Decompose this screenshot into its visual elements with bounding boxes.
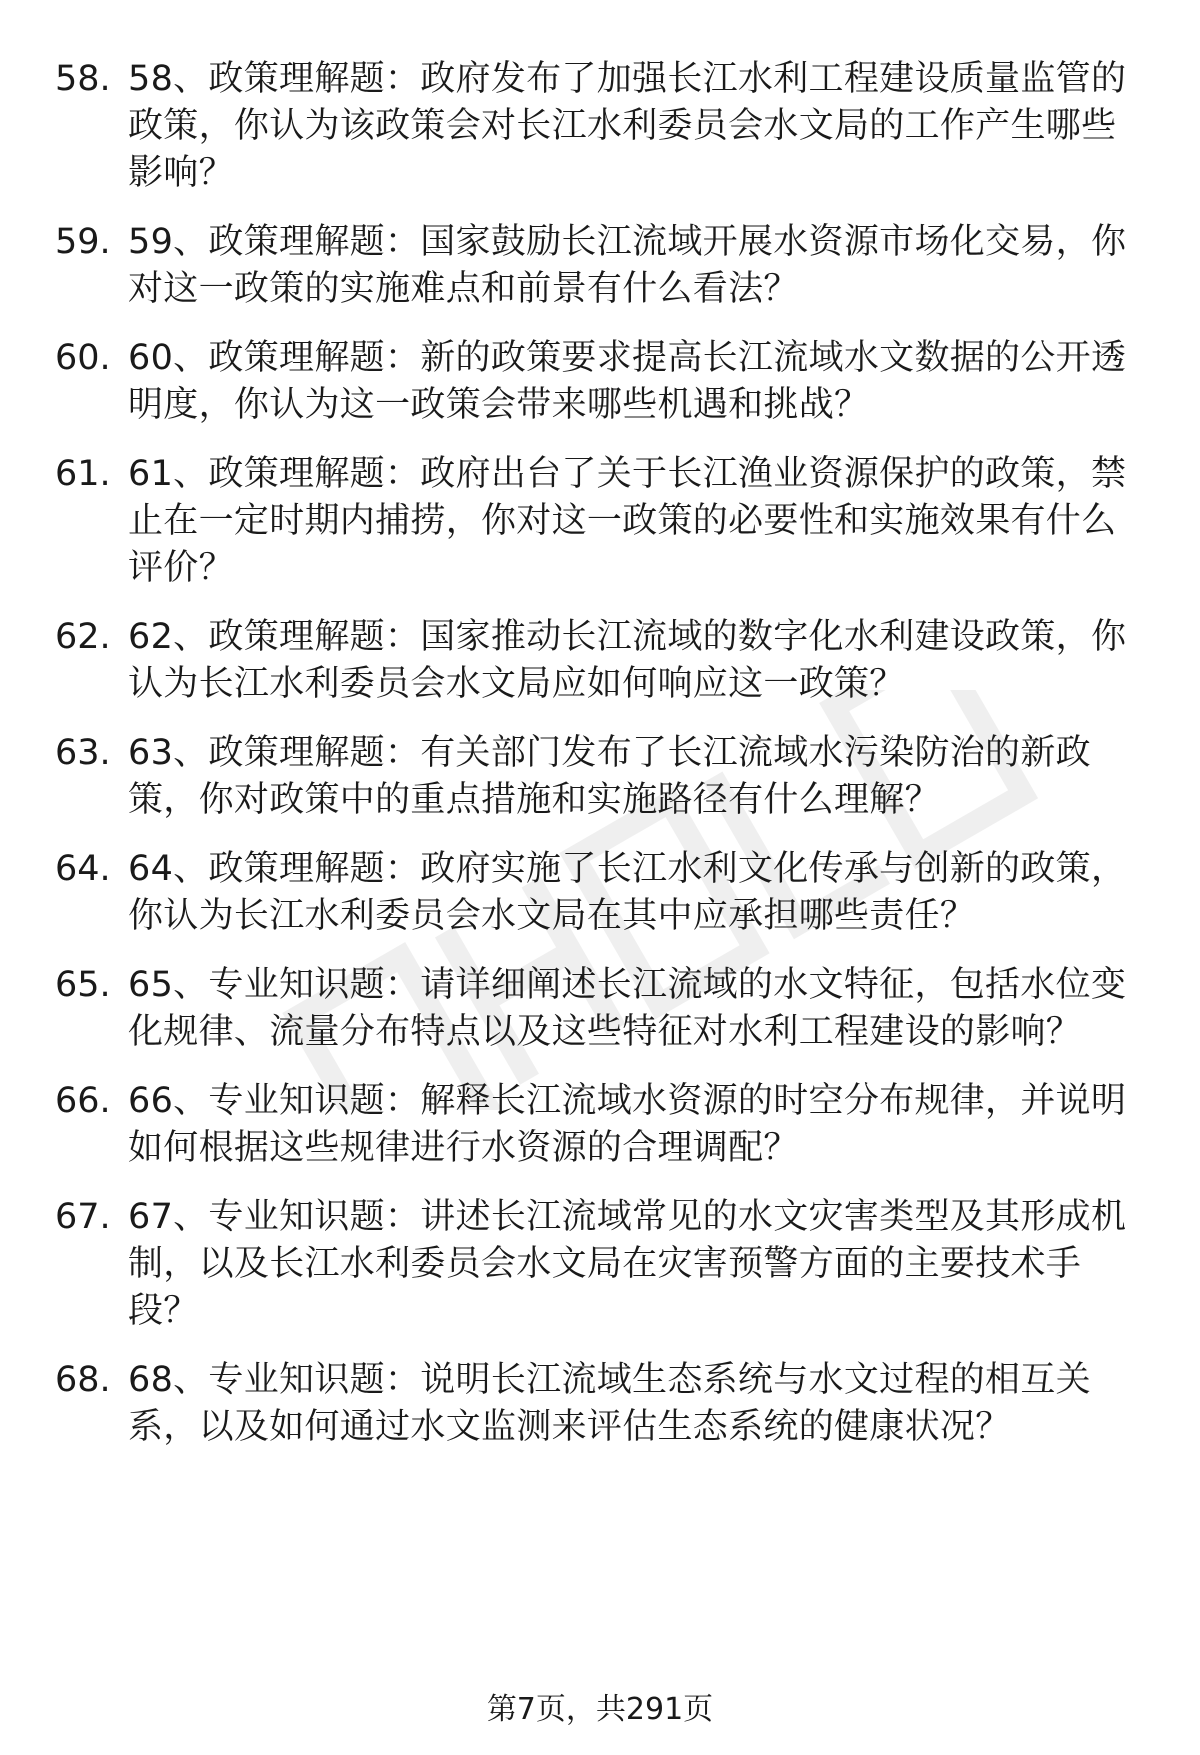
page-number-label: 第7页，共291页 (486, 1692, 714, 1727)
question-text: 59、政策理解题：国家鼓励长江流域开展水资源市场化交易，你对这一政策的实施难点和前景有什么看法？ (128, 222, 1127, 309)
question-item-64 (0, 846, 1200, 940)
question-text: 60、政策理解题：新的政策要求提高长江流域水文数据的公开透明度，你认为这一政策会带来哪些机遇和挑战？ (128, 338, 1127, 425)
question-item-67 (0, 1194, 1200, 1335)
question-text: 67、专业知识题：讲述长江流域常见的水文灾害类型及其形成机制，以及长江水利委员会水文局在灾害预警方面的主要技术手段？ (128, 1197, 1127, 1331)
question-item-66 (0, 1078, 1200, 1172)
question-list (0, 56, 1200, 1473)
question-number: 63. (55, 733, 111, 773)
question-number: 66. (55, 1081, 111, 1121)
question-item-59 (0, 219, 1200, 313)
page-footer (0, 1690, 1200, 1730)
question-number: 60. (55, 338, 111, 378)
question-item-68 (0, 1357, 1200, 1451)
question-item-61 (0, 451, 1200, 592)
question-item-65 (0, 962, 1200, 1056)
question-text: 65、专业知识题：请详细阐述长江流域的水文特征，包括水位变化规律、流量分布特点以及这些特征对水利工程建设的影响？ (128, 965, 1127, 1052)
question-number: 58. (55, 59, 111, 99)
question-number: 61. (55, 454, 111, 494)
question-number: 68. (55, 1360, 111, 1400)
question-text: 64、政策理解题：政府实施了长江水利文化传承与创新的政策，你认为长江水利委员会水文局在其中应承担哪些责任？ (128, 849, 1127, 936)
question-item-58 (0, 56, 1200, 197)
question-number: 64. (55, 849, 111, 889)
question-text: 62、政策理解题：国家推动长江流域的数字化水利建设政策，你认为长江水利委员会水文局应如何响应这一政策？ (128, 617, 1127, 704)
question-item-63 (0, 730, 1200, 824)
question-number: 65. (55, 965, 111, 1005)
question-text: 68、专业知识题：说明长江流域生态系统与水文过程的相互关系，以及如何通过水文监测来评估生态系统的健康状况？ (128, 1360, 1091, 1447)
question-text: 63、政策理解题：有关部门发布了长江流域水污染防治的新政策，你对政策中的重点措施和实施路径有什么理解？ (128, 733, 1091, 820)
question-number: 62. (55, 617, 111, 657)
question-item-60 (0, 335, 1200, 429)
question-number: 67. (55, 1197, 111, 1237)
question-item-62 (0, 614, 1200, 708)
question-text: 66、专业知识题：解释长江流域水资源的时空分布规律，并说明如何根据这些规律进行水资源的合理调配？ (128, 1081, 1127, 1168)
question-text: 58、政策理解题：政府发布了加强长江水利工程建设质量监管的政策，你认为该政策会对长江水利委员会水文局的工作产生哪些影响？ (128, 59, 1127, 193)
question-text: 61、政策理解题：政府出台了关于长江渔业资源保护的政策，禁止在一定时期内捕捞，你对这一政策的必要性和实施效果有什么评价？ (128, 454, 1127, 588)
question-number: 59. (55, 222, 111, 262)
